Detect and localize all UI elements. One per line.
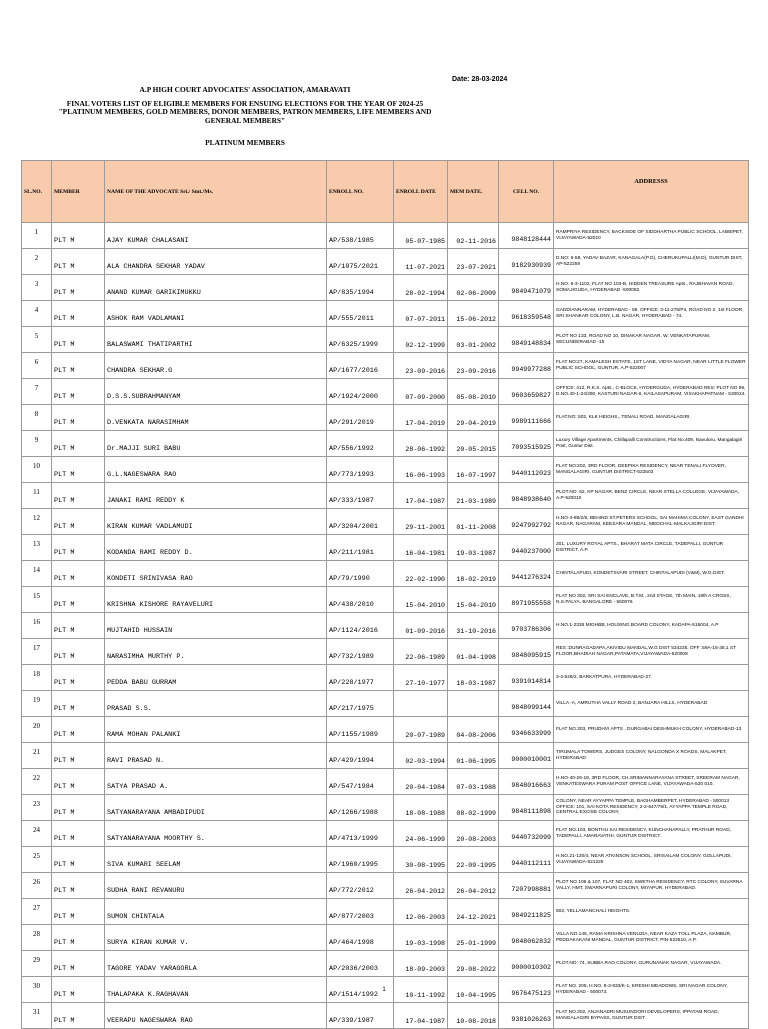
enroll-date-cell: 12-06-2003	[394, 899, 448, 925]
enroll-no-cell: AP/555/2011	[327, 301, 394, 327]
cell-no-cell: 9949977288	[499, 353, 554, 379]
mem-date-cell: 01-06-1995	[448, 743, 499, 769]
mem-date-cell: 18-02-2019	[448, 561, 499, 587]
table-row	[22, 509, 749, 535]
sl-no-cell: 17	[22, 639, 52, 665]
address-cell: Luxury Village Apartments, Chillapalli Constructions, Flat No.409, Navuluru, Mangalagiri Post, Guntur Dist.	[554, 431, 749, 457]
member-categories: "PLATINUM MEMBERS, GOLD MEMBERS, DONOR MEMBERS, PATRON MEMBERS, LIFE MEMBERS AND GENERAL MEMBERS"	[58, 107, 432, 125]
advocate-name-cell: BALASWAMI THATIPARTHI	[105, 327, 327, 353]
enroll-date-cell: 18-09-2003	[394, 951, 448, 977]
table-row	[22, 431, 749, 457]
mem-date-cell: 18-03-1987	[448, 665, 499, 691]
cell-no-cell: 9441276324	[499, 561, 554, 587]
cell-no-cell: 9440237000	[499, 535, 554, 561]
member-type-cell: PLT M	[52, 899, 105, 925]
sl-no-cell: 1	[22, 223, 52, 249]
cell-no-cell: 9848099144	[499, 691, 554, 717]
member-type-cell: PLT M	[52, 327, 105, 353]
member-type-cell: PLT M	[52, 665, 105, 691]
mem-date-cell: 24-12-2021	[448, 899, 499, 925]
table-row	[22, 587, 749, 613]
cell-no-cell: 9849148834	[499, 327, 554, 353]
enroll-date-cell: 19-03-1998	[394, 925, 448, 951]
table-row	[22, 951, 749, 977]
cell-no-cell: 9848062832	[499, 925, 554, 951]
member-type-cell: PLT M	[52, 509, 105, 535]
advocate-name-cell: VEERAPU NAGESWARA RAO	[105, 1003, 327, 1029]
cell-no-cell: 9440732099	[499, 821, 554, 847]
cell-no-cell: 9618359548	[499, 301, 554, 327]
sl-no-cell: 12	[22, 509, 52, 535]
enroll-date-cell: 18-08-1988	[394, 795, 448, 821]
advocate-name-cell: Dr.MAJJI SURI BABU	[105, 431, 327, 457]
enroll-no-cell: AP/217/1975	[327, 691, 394, 717]
sl-no-cell: 11	[22, 483, 52, 509]
mem-date-cell: 25-01-1999	[448, 925, 499, 951]
enroll-date-cell: 02-12-1999	[394, 327, 448, 353]
sl-no-cell: 28	[22, 925, 52, 951]
col-header-name: NAME OF THE ADVOCATE Sri./ Smt./Ms.	[105, 161, 327, 223]
mem-date-cell: 16-07-1997	[448, 457, 499, 483]
cell-no-cell: 9603659827	[499, 379, 554, 405]
address-cell: D.NO: 6-58, YADAV BAZAR, KANAGALA(P.O), CHERUKUPALLI(M.D), GUNTUR DIST, AP-522259	[554, 249, 749, 275]
enroll-no-cell: AP/1155/1989	[327, 717, 394, 743]
sl-no-cell: 16	[22, 613, 52, 639]
enroll-no-cell: AP/339/1987	[327, 1003, 394, 1029]
address-cell: PLOT.NO: 62, KP NAGAR, BENZ CIRCLE, NEAR STELLA COLLEGE, VIJAYAWADA, A.P-520010	[554, 483, 749, 509]
sl-no-cell: 24	[22, 821, 52, 847]
sl-no-cell: 27	[22, 899, 52, 925]
table-row	[22, 405, 749, 431]
sl-no-cell: 18	[22, 665, 52, 691]
table-row	[22, 561, 749, 587]
address-cell: H.NO.21-130/4, NEAR ATKINSON SCHOOL, SRISAILAM COLONY, GOLLAPUDI, VIJAYAWADA-521225	[554, 847, 749, 873]
table-row	[22, 847, 749, 873]
address-cell: FLAT NO:27, KAMALESH ESTATE, 1ST LANE, VIDYA NAGAR, NEAR LITTLE FLOWER PUBLIC SCHOOL, GUNTUR, A.P-522007	[554, 353, 749, 379]
mem-date-cell: 23-07-2021	[448, 249, 499, 275]
list-title	[40, 100, 450, 125]
mem-date-cell: 15-04-2010	[448, 587, 499, 613]
advocate-name-cell: SUDHA RANI REVANURU	[105, 873, 327, 899]
cell-no-cell: 7093515925	[499, 431, 554, 457]
table-row	[22, 821, 749, 847]
mem-date-cell: 04-08-2006	[448, 717, 499, 743]
address-cell: 602, YELLAMANCHALI HEIGHTS.	[554, 899, 749, 925]
address-cell: H.NO-40-26-18, 3RD FLOOR, CH.SRIMANNARAYANA STREET, SREERAM NAGAR, VENKATESWARA PURAM POST OFFICE LANE, VIJAYAWADA-520 010.	[554, 769, 749, 795]
table-row	[22, 535, 749, 561]
table-row	[22, 327, 749, 353]
enroll-no-cell: AP/1677/2016	[327, 353, 394, 379]
col-header-cell-no: CELL NO.	[499, 161, 554, 223]
table-row	[22, 275, 749, 301]
enroll-date-cell: 27-10-1977	[394, 665, 448, 691]
member-type-cell: PLT M	[52, 301, 105, 327]
table-row	[22, 795, 749, 821]
enroll-date-cell: 28-02-1994	[394, 275, 448, 301]
mem-date-cell: 10-04-1995	[448, 977, 499, 1003]
enroll-date-cell: 10-11-1992	[394, 977, 448, 1003]
advocate-name-cell: THALAPAKA K.RAGHAVAN	[105, 977, 327, 1003]
cell-no-cell: 9848938640	[499, 483, 554, 509]
sl-no-cell: 26	[22, 873, 52, 899]
enroll-date-cell	[394, 691, 448, 717]
mem-date-cell: 05-08-2010	[448, 379, 499, 405]
member-type-cell: PLT M	[52, 795, 105, 821]
advocate-name-cell: RAVI PRASAD N.	[105, 743, 327, 769]
member-type-cell: PLT M	[52, 977, 105, 1003]
enroll-no-cell: AP/1924/2000	[327, 379, 394, 405]
col-header-enroll-no: ENROLL NO.	[327, 161, 394, 223]
advocate-name-cell: SATYANARAYANA AMBADIPUDI	[105, 795, 327, 821]
enroll-no-cell: AP/4713/1999	[327, 821, 394, 847]
sl-no-cell: 2	[22, 249, 52, 275]
advocate-name-cell: KODANDA RAMI REDDY D.	[105, 535, 327, 561]
col-header-address: ADDRESSS	[554, 161, 749, 223]
enroll-date-cell: 17-04-1987	[394, 483, 448, 509]
cell-no-cell: 9703786306	[499, 613, 554, 639]
advocate-name-cell: SUMON CHINTALA	[105, 899, 327, 925]
cell-no-cell: 9247992792	[499, 509, 554, 535]
enroll-no-cell: AP/438/2010	[327, 587, 394, 613]
sl-no-cell: 19	[22, 691, 52, 717]
enroll-no-cell: AP/228/1977	[327, 665, 394, 691]
member-type-cell: PLT M	[52, 639, 105, 665]
enroll-date-cell: 16-04-1981	[394, 535, 448, 561]
sl-no-cell: 30	[22, 977, 52, 1003]
table-row	[22, 613, 749, 639]
mem-date-cell: 21-03-1989	[448, 483, 499, 509]
enroll-no-cell: AP/429/1994	[327, 743, 394, 769]
mem-date-cell: 26-04-2012	[448, 873, 499, 899]
enroll-no-cell: AP/556/1992	[327, 431, 394, 457]
member-type-cell: PLT M	[52, 613, 105, 639]
advocate-name-cell: D.VENKATA NARASIMHAM	[105, 405, 327, 431]
mem-date-cell: 22-09-1995	[448, 847, 499, 873]
member-type-cell: PLT M	[52, 353, 105, 379]
member-type-cell: PLT M	[52, 717, 105, 743]
cell-no-cell: 9849211825	[499, 899, 554, 925]
mem-date-cell: 20-05-2015	[448, 431, 499, 457]
sl-no-cell: 14	[22, 561, 52, 587]
enroll-no-cell: AP/1514/1992	[327, 977, 394, 1003]
enroll-no-cell: AP/772/2012	[327, 873, 394, 899]
mem-date-cell	[448, 691, 499, 717]
enroll-date-cell: 24-06-1999	[394, 821, 448, 847]
mem-date-cell: 01-04-1998	[448, 639, 499, 665]
mem-date-cell: 15-06-2012	[448, 301, 499, 327]
advocate-name-cell: G.L.NAGESWARA RAO	[105, 457, 327, 483]
table-row	[22, 743, 749, 769]
enroll-date-cell: 17-04-2019	[394, 405, 448, 431]
enroll-date-cell: 15-04-2010	[394, 587, 448, 613]
mem-date-cell: 08-02-1999	[448, 795, 499, 821]
mem-date-cell: 03-01-2002	[448, 327, 499, 353]
advocate-name-cell: CHANDRA SEKHAR.G	[105, 353, 327, 379]
member-type-cell: PLT M	[52, 1003, 105, 1029]
enroll-date-cell: 22-06-1989	[394, 639, 448, 665]
cell-no-cell: 9346633999	[499, 717, 554, 743]
mem-date-cell: 29-08-2022	[448, 951, 499, 977]
advocate-name-cell: PEDDA BABU GURRAM	[105, 665, 327, 691]
member-type-cell: PLT M	[52, 873, 105, 899]
enroll-date-cell: 20-07-1989	[394, 717, 448, 743]
sl-no-cell: 21	[22, 743, 52, 769]
cell-no-cell: 8971955558	[499, 587, 554, 613]
member-type-cell: PLT M	[52, 769, 105, 795]
table-row	[22, 769, 749, 795]
enroll-date-cell: 17-04-1987	[394, 1003, 448, 1029]
address-cell: GADDIANNARAM, HYDERABAD - 59. OFFICE: 3-11-275/P4, ROAD NO 2, 1st FLOOR, SRI SHANKAR COLONY, L.B. NAGAR, HYDERABAD - 74.	[554, 301, 749, 327]
advocate-name-cell: KRISHNA KISHORE RAYAVELURI	[105, 587, 327, 613]
member-type-cell: PLT M	[52, 405, 105, 431]
table-row	[22, 873, 749, 899]
enroll-no-cell: AP/835/1994	[327, 275, 394, 301]
enroll-no-cell: AP/211/1981	[327, 535, 394, 561]
sl-no-cell: 25	[22, 847, 52, 873]
cell-no-cell: 9849471079	[499, 275, 554, 301]
enroll-no-cell: AP/2036/2003	[327, 951, 394, 977]
advocate-name-cell: ASHOK RAM VADLAMANI	[105, 301, 327, 327]
member-type-cell: PLT M	[52, 847, 105, 873]
member-type-cell: PLT M	[52, 223, 105, 249]
member-type-cell: PLT M	[52, 691, 105, 717]
table-row	[22, 639, 749, 665]
advocate-name-cell: RAMA MOHAN PALANKI	[105, 717, 327, 743]
member-type-cell: PLT M	[52, 431, 105, 457]
address-cell: PLOT NO 133, ROAD NO 10, DINAKAR NAGAR, W. VENKATAPURAM, SECUNDERABAD -15	[554, 327, 749, 353]
member-type-cell: PLT M	[52, 743, 105, 769]
enroll-date-cell: 26-04-2012	[394, 873, 448, 899]
enroll-no-cell: AP/79/1990	[327, 561, 394, 587]
enroll-no-cell: AP/547/1984	[327, 769, 394, 795]
address-cell: 3-4-526/2, BARKATPURA, HYDERABAD-27.	[554, 665, 749, 691]
advocate-name-cell: TAGORE YADAV YARAGORLA	[105, 951, 327, 977]
table-row	[22, 249, 749, 275]
member-type-cell: PLT M	[52, 951, 105, 977]
table-row	[22, 379, 749, 405]
cell-no-cell: 9676475123	[499, 977, 554, 1003]
address-cell: FLAT NO.103, BONTHU SAI RESIDENCY, KUNCHANAPALLY, PRATHUR ROAD, TADEPALLI, AMARAVATHI, GUNTUR DISTRICT.	[554, 821, 749, 847]
address-cell: RAMPRIYA RESIDENCY, BACKSIDE OF SIDDHARTHA PUBLIC SCHOOL, LABBIPET, VIJAYAWADA-52010	[554, 223, 749, 249]
cell-no-cell: 9989111666	[499, 405, 554, 431]
sl-no-cell: 31	[22, 1003, 52, 1029]
sl-no-cell: 5	[22, 327, 52, 353]
enroll-date-cell: 07-07-2011	[394, 301, 448, 327]
enroll-date-cell: 23-09-2016	[394, 353, 448, 379]
mem-date-cell: 19-03-1987	[448, 535, 499, 561]
enroll-no-cell: AP/333/1987	[327, 483, 394, 509]
member-type-cell: PLT M	[52, 457, 105, 483]
sl-no-cell: 23	[22, 795, 52, 821]
member-type-cell: PLT M	[52, 275, 105, 301]
cell-no-cell: 9381026263	[499, 1003, 554, 1029]
advocate-name-cell: SURYA KIRAN KUMAR V.	[105, 925, 327, 951]
enroll-date-cell: 20-04-1984	[394, 769, 448, 795]
voters-table	[21, 160, 749, 1029]
address-cell: COLONY, NEAR AYYAPPA TEMPLE, BAGHAMBERPET, HYDERABAD - 500013 OFFICE: 101, SAI KOTA RESIDENCY, 2-2-647/79/1, AYYAPPA TEMPLE ROAD, CENTRAL EXCISE COLONY,	[554, 795, 749, 821]
member-type-cell: PLT M	[52, 535, 105, 561]
enroll-no-cell: AP/291/2019	[327, 405, 394, 431]
table-row	[22, 899, 749, 925]
table-row	[22, 691, 749, 717]
mem-date-cell: 29-04-2019	[448, 405, 499, 431]
address-cell: FLAT NO:202, 3RD FLOOR, DEEPIKA RESIDENCY, NEAR TENALI FLYOVER, MANGALAGIRI, GUNTUR DISTRICT-522503	[554, 457, 749, 483]
enroll-date-cell: 29-11-2001	[394, 509, 448, 535]
address-cell: CHINTALAPUDI, KONDETSVARI STREET, CHINTALAPUDI (V&M), W.G.DIST.	[554, 561, 749, 587]
table-row	[22, 301, 749, 327]
table-row	[22, 223, 749, 249]
enroll-no-cell: AP/877/2003	[327, 899, 394, 925]
sl-no-cell: 29	[22, 951, 52, 977]
member-type-cell: PLT M	[52, 379, 105, 405]
member-type-cell: PLT M	[52, 821, 105, 847]
address-cell: FLAT NO.303, PRUDHVI APTS , DURGABAI DESHMUKH COLONY, HYDERABAD-13	[554, 717, 749, 743]
mem-date-cell: 01-11-2008	[448, 509, 499, 535]
address-cell: H.NO.1-2336 MIGHBB, HOUSING BOARD COLONY, KADAPA-516004, A.P	[554, 613, 749, 639]
col-header-slno: SL.NO.	[22, 161, 52, 223]
cell-no-cell: 9000010001	[499, 743, 554, 769]
table-row	[22, 925, 749, 951]
address-cell: H.NO. 6-3-1102, FLAT NO 103-B, HIDDEN TREASURE Apts., RAJBHAVAN ROAD, SOMAJIGUDA, HYDERABAD -500082.	[554, 275, 749, 301]
sl-no-cell: 4	[22, 301, 52, 327]
table-row	[22, 717, 749, 743]
list-date: Date: 28-03-2024	[452, 76, 508, 83]
enroll-date-cell: 02-03-1994	[394, 743, 448, 769]
table-row	[22, 353, 749, 379]
table-header-row	[22, 161, 749, 223]
enroll-date-cell: 16-06-1993	[394, 457, 448, 483]
sl-no-cell: 20	[22, 717, 52, 743]
cell-no-cell: 9848111898	[499, 795, 554, 821]
address-cell: PLOT.NO: 74, SUBBA RAO COLONY, GURUNANAK NAGAR, VIJAYAWADA.	[554, 951, 749, 977]
sl-no-cell: 8	[22, 405, 52, 431]
cell-no-cell: 9848095915	[499, 639, 554, 665]
cell-no-cell: 9000010302	[499, 951, 554, 977]
address-cell: FLAT NO 302, SRI SAI ENCLAVE, B.T.M., 2nd STAGE, 7th MAIN, 19th A CROSS, N.S.PALYA, BANGALORE - 560076	[554, 587, 749, 613]
enroll-date-cell: 05-07-1985	[394, 223, 448, 249]
advocate-name-cell: MUJTAHID HUSSAIN	[105, 613, 327, 639]
table-row	[22, 483, 749, 509]
cell-no-cell: 9391014814	[499, 665, 554, 691]
sl-no-cell: 3	[22, 275, 52, 301]
mem-date-cell: 02-11-2016	[448, 223, 499, 249]
enroll-no-cell: AP/773/1993	[327, 457, 394, 483]
address-cell: FLAT.NO: 502, KLK HEIGHS,, TENALI ROAD, MANGALAGIRI.	[554, 405, 749, 431]
address-cell: VILLA NO.145, RAMA KRISHNA VENUZIA, NEAR KAZA TOLL PLAZA, NAMBUR, PEDDAKAKANI MANDAL, GUNTUR DISTRICT, PIN-522510, A.P.	[554, 925, 749, 951]
address-cell: RES :DUNRAGADAPA,AKIVIDU MANDAL,W.G DIST 534235. OFF :59A-15-35,1 ST FLOOR,BHADIAH NAGAR,PATAMATA,VIJAYAWADA-520008	[554, 639, 749, 665]
table-row	[22, 665, 749, 691]
enroll-date-cell: 30-08-1995	[394, 847, 448, 873]
cell-no-cell: 9440112023	[499, 457, 554, 483]
advocate-name-cell: SIVA KUMARI SEELAM	[105, 847, 327, 873]
member-type-cell: PLT M	[52, 561, 105, 587]
sl-no-cell: 22	[22, 769, 52, 795]
enroll-no-cell: AP/1075/2021	[327, 249, 394, 275]
col-header-member: MEMBER	[52, 161, 105, 223]
advocate-name-cell: JANAKI RAMI REDDY K	[105, 483, 327, 509]
enroll-no-cell: AP/1960/1995	[327, 847, 394, 873]
member-type-cell: PLT M	[52, 249, 105, 275]
list-title-line: FINAL VOTERS LIST OF ELIGIBLE MEMBERS FOR ENSUING ELECTIONS FOR THE YEAR OF 2024-25	[66, 99, 424, 108]
enroll-date-cell: 07-09-2000	[394, 379, 448, 405]
enroll-date-cell: 28-06-1992	[394, 431, 448, 457]
sl-no-cell: 15	[22, 587, 52, 613]
enroll-no-cell: AP/6325/1999	[327, 327, 394, 353]
sl-no-cell: 13	[22, 535, 52, 561]
mem-date-cell: 02-06-2009	[448, 275, 499, 301]
enroll-date-cell: 22-02-1990	[394, 561, 448, 587]
sl-no-cell: 6	[22, 353, 52, 379]
page-number: 1	[382, 987, 386, 993]
advocate-name-cell: NARASIMHA MURTHY P.	[105, 639, 327, 665]
association-title: A.P HIGH COURT ADVOCATES' ASSOCIATION, AMARAVATI	[139, 85, 351, 94]
enroll-date-cell: 11-07-2021	[394, 249, 448, 275]
sl-no-cell: 7	[22, 379, 52, 405]
advocate-name-cell: ALA CHANDRA SEKHAR YADAV	[105, 249, 327, 275]
table-row	[22, 457, 749, 483]
address-cell: 201, LUXURY ROYAL APTS., BHARAT MATA CIRCLE, TADEPALLI, GUNTUR DISTRICT, A.P.	[554, 535, 749, 561]
table-row	[22, 1003, 749, 1029]
advocate-name-cell: AJAY KUMAR CHALASANI	[105, 223, 327, 249]
sl-no-cell: 9	[22, 431, 52, 457]
enroll-no-cell: AP/464/1998	[327, 925, 394, 951]
col-header-mem-date: MEM DATE.	[448, 161, 499, 223]
address-cell: FLAT NO.302, ANJANADRI MUSUNOORI DEVELOPERS, IPPATAM ROAD, MANGALAGIRI BYPASS, GUNTUR DIST.	[554, 1003, 749, 1029]
address-cell: FLAT NO. 205, H.NO. 8-3-833/K-1, KRESHI MEADOWS, SRI NAGAR COLONY, HYDERABAD - 500073.	[554, 977, 749, 1003]
sl-no-cell: 10	[22, 457, 52, 483]
member-type-cell: PLT M	[52, 483, 105, 509]
enroll-no-cell: AP/1124/2016	[327, 613, 394, 639]
enroll-no-cell: AP/538/1985	[327, 223, 394, 249]
enroll-no-cell: AP/3204/2001	[327, 509, 394, 535]
advocate-name-cell: SATYANARAYANA MOORTHY S.	[105, 821, 327, 847]
advocate-name-cell: KIRAN KUMAR VADLAMUDI	[105, 509, 327, 535]
mem-date-cell: 31-10-2016	[448, 613, 499, 639]
address-cell: TIRUMALA TOWERS, JUDGES COLONY, NALGONDA X ROADS, MALAKPET, HYDERABAD	[554, 743, 749, 769]
address-cell: OFFICE: 412, R.K.S. Apts., C-BLOCK, HYDERGUDA, HYDERABAD RES: PLOT NO 96, D.NO.40-1-24/290, KASTURI NAGAR-II, KAILASAPURAM, VISAKHAPATNAM - 530024.	[554, 379, 749, 405]
advocate-name-cell: PRASAD S.S.	[105, 691, 327, 717]
address-cell: PLOT NO 106 & 107, FLAT NO 402, SWETHA RESIDENCY, RTC COLONY, SUVARNA VALLY, HMT, SWARNAPURI COLONY, MIYAPUR, HYDERABAD.	[554, 873, 749, 899]
address-cell: VILLA -A, AMRUTHA VALLY ROAD 2, BANJARA HILLS, HYDERABAD	[554, 691, 749, 717]
mem-date-cell: 07-03-1988	[448, 769, 499, 795]
col-header-enroll-date: ENROLL DATE	[394, 161, 448, 223]
cell-no-cell: 7207998881	[499, 873, 554, 899]
address-cell: H.NO-4-88/2/5, BEHIND ST.PETERS SCHOOL, SAI MAHIMA COLONY, EAST GANDHI NAGAR, NAGARAM, KEESARA MANDAL, MEDCHAL-MALKAJGIRI DIST.	[554, 509, 749, 535]
section-title: PLATINUM MEMBERS	[205, 138, 285, 147]
advocate-name-cell: ANAND KUMAR GARIKIMUKKU	[105, 275, 327, 301]
advocate-name-cell: SATYA PRASAD A.	[105, 769, 327, 795]
enroll-date-cell: 01-09-2016	[394, 613, 448, 639]
mem-date-cell: 20-08-2003	[448, 821, 499, 847]
cell-no-cell: 9848016663	[499, 769, 554, 795]
enroll-no-cell: AP/732/1989	[327, 639, 394, 665]
cell-no-cell: 9182930939	[499, 249, 554, 275]
advocate-name-cell: D.S.S.SUBRAHMANYAM	[105, 379, 327, 405]
cell-no-cell: 9440112111	[499, 847, 554, 873]
enroll-no-cell: AP/1266/1988	[327, 795, 394, 821]
advocate-name-cell: KONDETI SRINIVASA RAO	[105, 561, 327, 587]
member-type-cell: PLT M	[52, 925, 105, 951]
mem-date-cell: 10-08-2018	[448, 1003, 499, 1029]
member-type-cell: PLT M	[52, 587, 105, 613]
mem-date-cell: 23-09-2016	[448, 353, 499, 379]
cell-no-cell: 9848128444	[499, 223, 554, 249]
